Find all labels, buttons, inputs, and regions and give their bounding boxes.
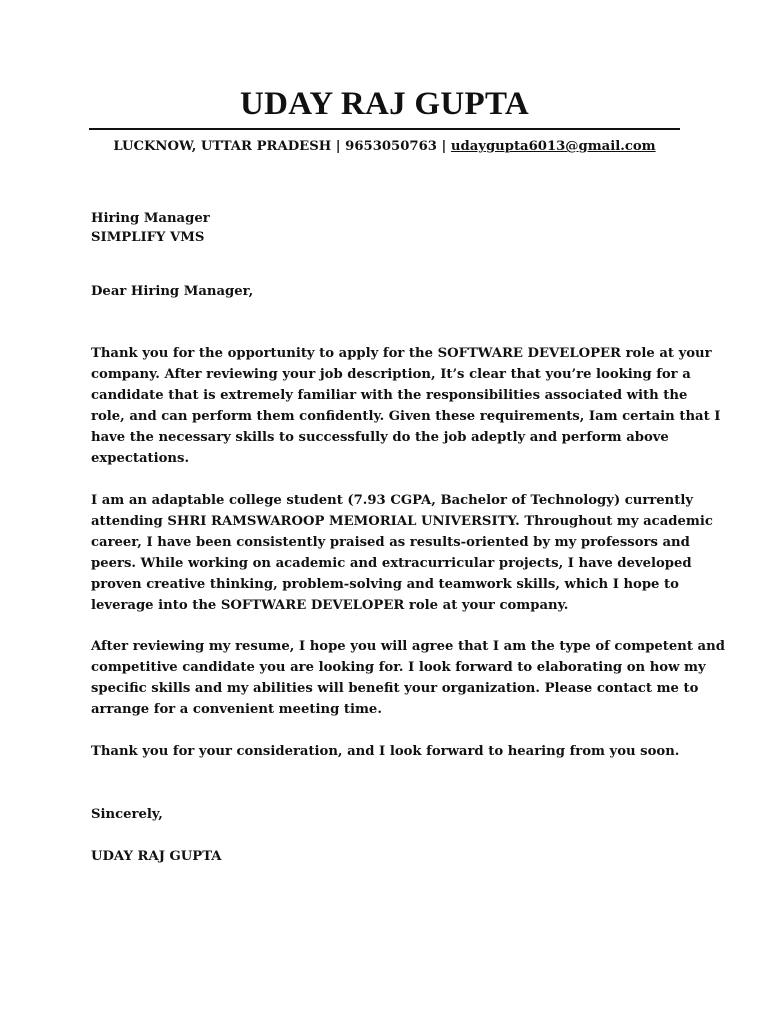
contact-phone: 9653050763 [345, 139, 437, 154]
contact-location: LUCKNOW, UTTAR PRADESH [113, 139, 332, 154]
paragraph-line: I am an adaptable college student (7.93 CGPA, Bachelor of Technology) currently [91, 493, 694, 508]
paragraph-line: company. After reviewing your job description, It’s clear that you’re looking for a [91, 367, 691, 382]
closing: Sincerely, [91, 807, 163, 822]
paragraph-line: Thank you for the opportunity to apply for the SOFTWARE DEVELOPER role at your [91, 346, 712, 361]
header-divider [89, 128, 680, 130]
paragraph-line: competitive candidate you are looking for. I look forward to elaborating on how my [91, 660, 706, 675]
contact-separator: | [331, 139, 346, 154]
salutation: Dear Hiring Manager, [91, 284, 254, 299]
signature-name: UDAY RAJ GUPTA [91, 849, 222, 864]
paragraph-line: have the necessary skills to successfully do the job adeptly and perform above [91, 430, 669, 445]
paragraph-line: role, and can perform them confidently. Given these requirements, Iam certain that I [91, 409, 721, 424]
contact-email-link[interactable]: udaygupta6013@gmail.com [450, 139, 656, 154]
body-paragraph-4 [91, 741, 683, 762]
contact-separator: | [436, 139, 451, 154]
paragraph-line: peers. While working on academic and extracurricular projects, I have developed [91, 556, 692, 571]
paragraph-line: specific skills and my abilities will benefit your organization. Please contact me to [91, 681, 699, 696]
paragraph-line: expectations. [91, 451, 190, 466]
paragraph-line: candidate that is extremely familiar with the responsibilities associated with the [91, 388, 688, 403]
contact-line [89, 137, 680, 157]
paragraph-line: career, I have been consistently praised as results-oriented by my professors and [91, 535, 690, 550]
body-paragraph-1 [91, 343, 721, 469]
paragraph-line: arrange for a convenient meeting time. [91, 702, 382, 717]
paragraph-line: leverage into the SOFTWARE DEVELOPER role at your company. [91, 598, 569, 613]
body-paragraph-3 [91, 636, 725, 720]
paragraph-line: Thank you for your consideration, and I look forward to hearing from you soon. [91, 744, 680, 759]
applicant-name-heading: UDAY RAJ GUPTA [240, 86, 529, 122]
recipient-title: Hiring Manager [91, 211, 210, 226]
recipient-company: SIMPLIFY VMS [91, 230, 205, 245]
body-paragraph-2 [91, 490, 713, 616]
paragraph-line: attending SHRI RAMSWAROOP MEMORIAL UNIVERSITY. Throughout my academic [91, 514, 713, 529]
paragraph-line: After reviewing my resume, I hope you will agree that I am the type of competent and [91, 639, 725, 654]
paragraph-line: proven creative thinking, problem-solving and teamwork skills, which I hope to [91, 577, 679, 592]
